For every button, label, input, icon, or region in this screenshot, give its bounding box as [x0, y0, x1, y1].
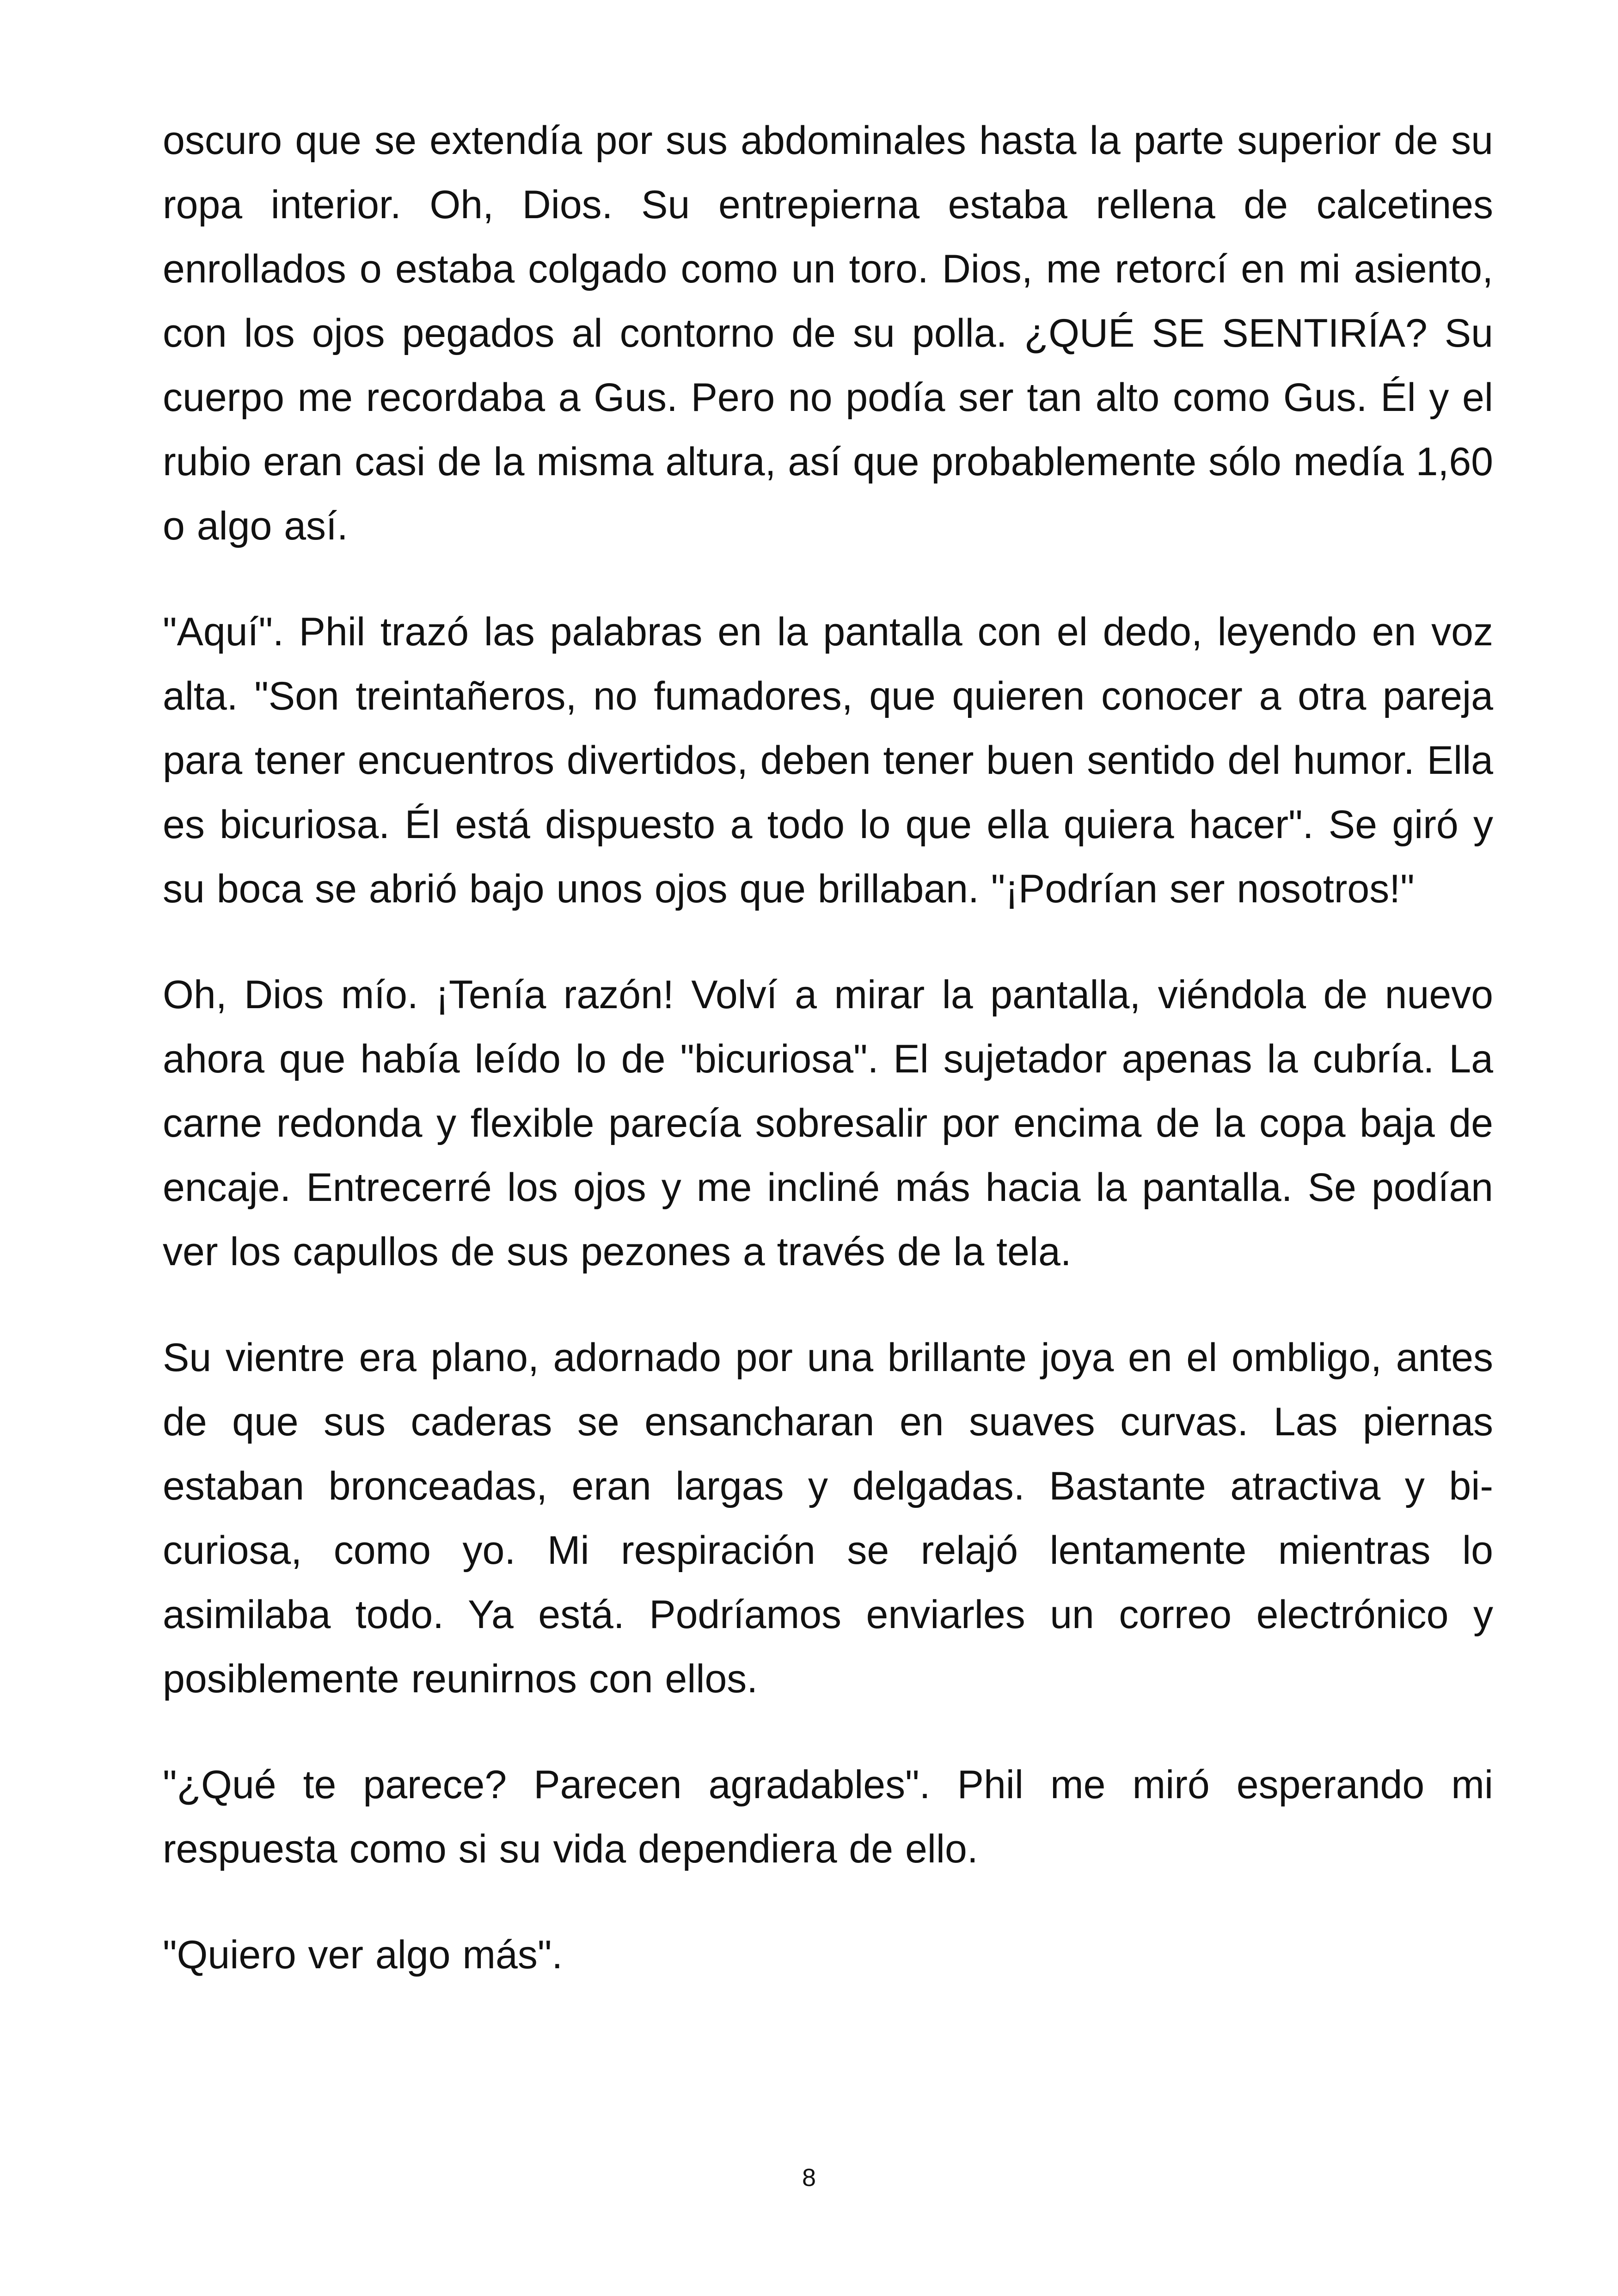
- paragraph-4: Su vientre era plano, adornado por una brillante joya en el ombligo, antes de que sus caderas se ensancharan en suaves curvas. Las piernas estaban bronceadas, eran largas y delgadas. Bastante atractiva y bi-curiosa, como yo. Mi respiración se relajó lentamente mientras lo asimilaba todo. Ya está. Podríamos enviarles un correo electrónico y posiblemente reunirnos con ellos.: [163, 1335, 1493, 1701]
- paragraph-1: oscuro que se extendía por sus abdominales hasta la parte superior de su ropa interior. Oh, Dios. Su entrepierna estaba rellena de calcetines enrollados o estaba colgado como un toro. Dios, me retorcí en mi asiento, con los ojos pegados al contorno de su polla. ¿QUÉ SE SENTIRÍA? Su cuerpo me recordaba a Gus. Pero no podía ser tan alto como Gus. Él y el rubio eran casi de la misma altura, así que probablemente sólo medía 1,60 o algo así.: [163, 118, 1493, 548]
- page-number: 8: [802, 2164, 816, 2192]
- paragraph-5: "¿Qué te parece? Parecen agradables". Phil me miró esperando mi respuesta como si su vida dependiera de ello.: [163, 1763, 1493, 1871]
- paragraph-6: "Quiero ver algo más".: [163, 1933, 563, 1977]
- body-text: [163, 109, 1493, 2029]
- paragraph-3: Oh, Dios mío. ¡Tenía razón! Volví a mirar la pantalla, viéndola de nuevo ahora que había leído lo de "bicuriosa". El sujetador apenas la cubría. La carne redonda y flexible parecía sobresalir por encima de la copa baja de encaje. Entrecerré los ojos y me incliné más hacia la pantalla. Se podían ver los capullos de sus pezones a través de la tela.: [163, 973, 1493, 1274]
- paragraph-2: "Aquí". Phil trazó las palabras en la pantalla con el dedo, leyendo en voz alta. "Son treintañeros, no fumadores, que quieren conocer a otra pareja para tener encuentros divertidos, deben tener buen sentido del humor. Ella es bicuriosa. Él está dispuesto a todo lo que ella quiera hacer". Se giró y su boca se abrió bajo unos ojos que brillaban. "¡Podrían ser nosotros!": [163, 610, 1493, 911]
